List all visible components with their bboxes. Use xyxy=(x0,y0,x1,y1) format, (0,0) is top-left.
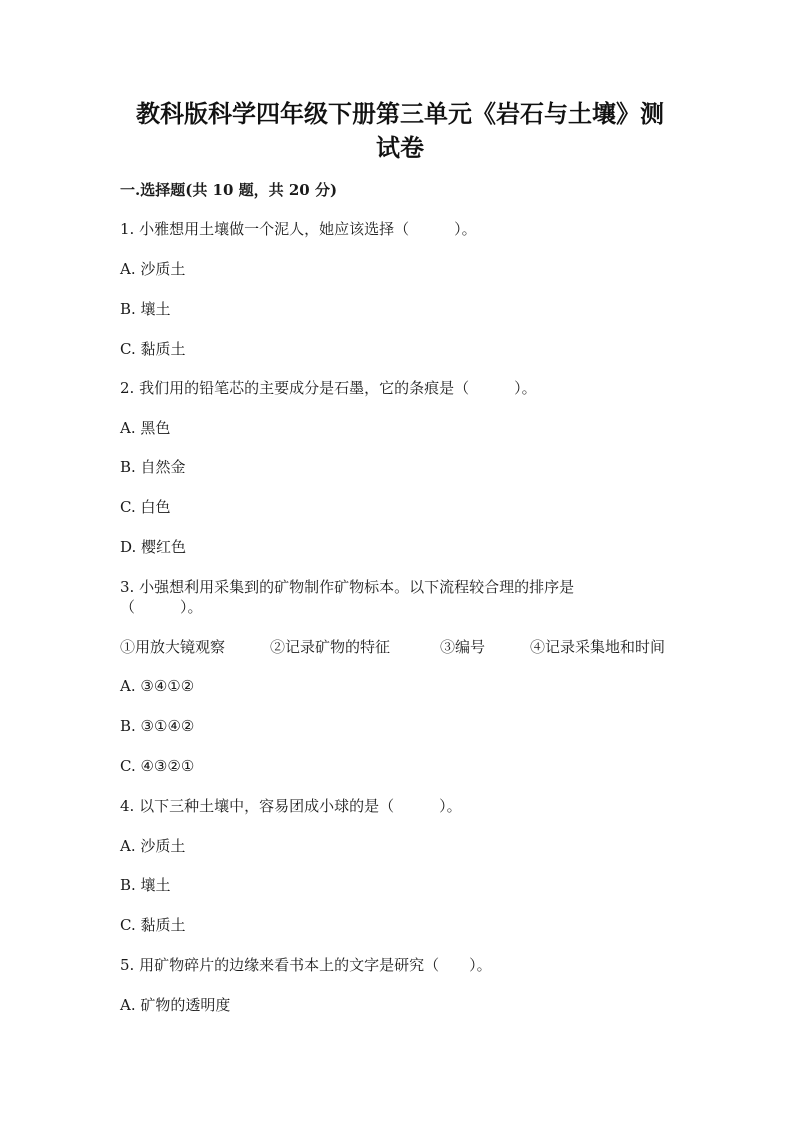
question-4-option-b: B. 壤土 xyxy=(120,876,171,894)
question-3-stem-line-1: 3. 小强想利用采集到的矿物制作矿物标本。以下流程较合理的排序是 xyxy=(120,578,575,596)
question-3-option-b: B. ③①④② xyxy=(120,717,195,735)
step-3: ③编号 xyxy=(440,638,486,656)
question-4-option-c: C. 黏质土 xyxy=(120,916,186,934)
section-heading: 一.选择题(共 10 题，共 20 分) xyxy=(120,181,338,199)
question-3-steps xyxy=(120,637,665,657)
question-5-stem: 5. 用矿物碎片的边缘来看书本上的文字是研究（ ）。 xyxy=(120,956,492,974)
question-1-stem: 1. 小雅想用土壤做一个泥人，她应该选择（ ）。 xyxy=(120,220,477,238)
question-3-stem-line-2: （ ）。 xyxy=(120,598,203,616)
step-4: ④记录采集地和时间 xyxy=(530,638,666,656)
question-2-stem: 2. 我们用的铅笔芯的主要成分是石墨，它的条痕是（ ）。 xyxy=(120,379,537,397)
question-2-option-d: D. 樱红色 xyxy=(120,538,187,556)
question-3-option-a: A. ③④①② xyxy=(120,677,195,695)
question-1-option-a: A. 沙质土 xyxy=(120,260,186,278)
question-4-option-a: A. 沙质土 xyxy=(120,837,186,855)
step-1: ①用放大镜观察 xyxy=(120,638,226,656)
question-1-option-b: B. 壤土 xyxy=(120,300,171,318)
question-1-option-c: C. 黏质土 xyxy=(120,340,186,358)
exam-title-line-1: 教科版科学四年级下册第三单元《岩石与土壤》测 xyxy=(136,99,664,128)
question-2-option-a: A. 黑色 xyxy=(120,419,171,437)
step-2: ②记录矿物的特征 xyxy=(270,638,391,656)
exam-title-line-2: 试卷 xyxy=(376,133,424,162)
question-5-option-a: A. 矿物的透明度 xyxy=(120,996,231,1014)
question-2-option-b: B. 自然金 xyxy=(120,458,186,476)
question-4-stem: 4. 以下三种土壤中，容易团成小球的是（ ）。 xyxy=(120,797,462,815)
question-3-option-c: C. ④③②① xyxy=(120,757,195,775)
question-2-option-c: C. 白色 xyxy=(120,498,171,516)
